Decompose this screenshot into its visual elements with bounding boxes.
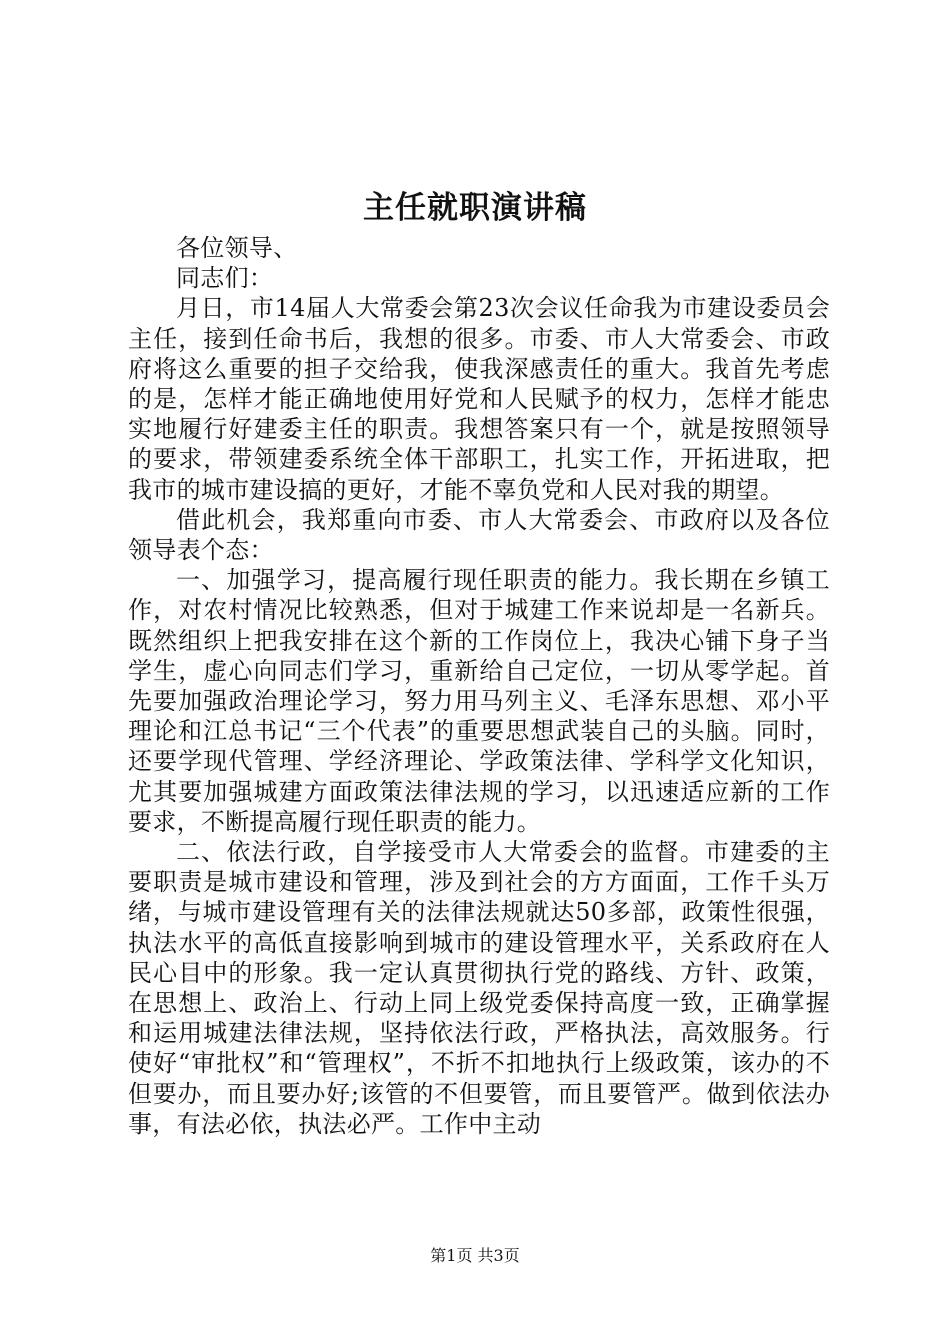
document-body: [128, 233, 830, 1139]
salutation-line-2: 同志们：: [176, 264, 274, 293]
document-title: 主任就职演讲稿: [363, 190, 587, 226]
paragraph-point-one: 一、加强学习，提高履行现任职责的能力。我长期在乡镇工作，对农村情况比较熟悉，但对于城建工作来说却是一名新兵。既然组织上把我安排在这个新的工作岗位上，我决心铺下身子当学生，虚心向同志们学习，重新给自己定位，一切从零学起。首先要加强政治理论学习，努力用马列主义、毛泽东思想、邓小平理论和江总书记“三个代表”的重要思想武装自己的头脑。同时，还要学现代管理、学经济理论、学政策法律、学科学文化知识，尤其要加强城建方面政策法律法规的学习，以迅速适应新的工作要求，不断提高履行现任职责的能力。: [128, 566, 830, 836]
page-footer: 第1页 共3页: [430, 1246, 520, 1265]
paragraph-intro: 月日，市14届人大常委会第23次会议任命我为市建设委员会主任，接到任命书后，我想的很多。市委、市人大常委会、市政府将这么重要的担子交给我，使我深感责任的重大。我首先考虑的是，怎样才能正确地使用好党和人民赋予的权力，怎样才能忠实地履行好建委主任的职责。我想答案只有一个，就是按照领导的要求，带领建委系统全体干部职工，扎实工作，开拓进取，把我市的城市建设搞的更好，才能不辜负党和人民对我的期望。: [128, 294, 830, 504]
paragraph-point-two: 二、依法行政，自学接受市人大常委会的监督。市建委的主要职责是城市建设和管理，涉及到社会的方方面面，工作千头万绪，与城市建设管理有关的法律法规就达50多部，政策性很强，执法水平的高低直接影响到城市的建设管理水平，关系政府在人民心目中的形象。我一定认真贯彻执行党的路线、方针、政策，在思想上、政治上、行动上同上级党委保持高度一致，正确掌握和运用城建法律法规，坚持依法行政，严格执法，高效服务。行使好“审批权”和“管理权”，不折不扣地执行上级政策，该办的不但要办，而且要办好;该管的不但要管，而且要管严。做到依法办事，有法必依，执法必严。工作中主动: [128, 838, 830, 1138]
paragraph-statement: 借此机会，我郑重向市委、市人大常委会、市政府以及各位领导表个态：: [128, 505, 830, 565]
salutation-line-1: 各位领导、: [176, 234, 298, 262]
